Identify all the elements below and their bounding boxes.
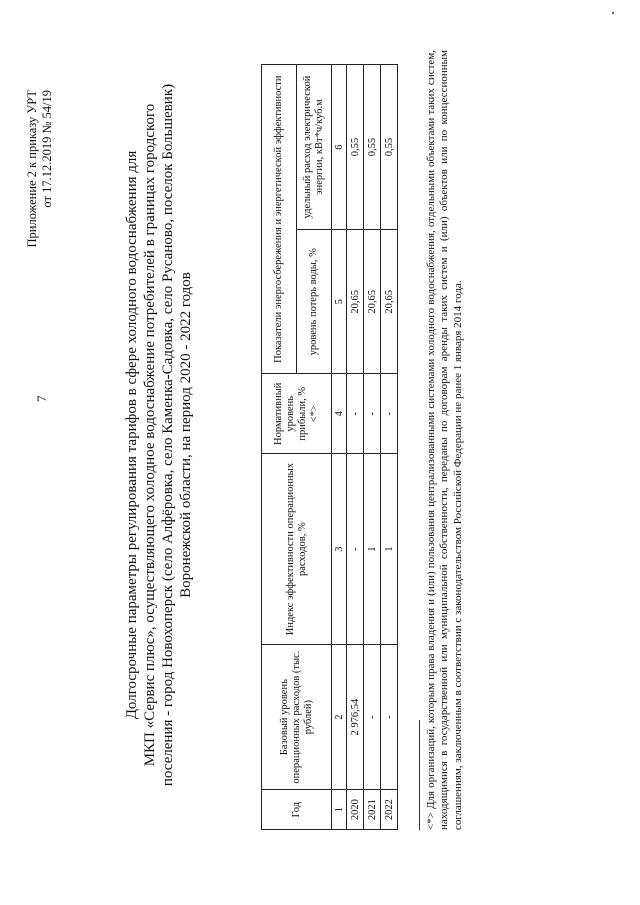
cell-normative-profit: - [347,374,364,454]
column-number: 2 [332,645,347,790]
column-number: 1 [332,790,347,830]
column-number: 6 [332,65,347,230]
header-energy-indicators: Показатели энергосбережения и энергетической эффективности [262,65,297,374]
column-number-row [332,65,347,830]
document-page [25,40,615,830]
cell-year: 2021 [364,790,381,830]
header-base-level: Базовый уровень операционных расходов (тыс. рублей) [262,645,332,790]
table-row [381,65,398,830]
header-efficiency-index: Индекс эффективности операционных расходов, % [262,454,332,645]
page-number: 7 [34,395,49,402]
footnote: <*> Для организаций, которым права владения и (или) пользования централизованными системами холодного водоснабжения, отдельными объектами таких систем, находящимися в государственной или муниципальной собственности, переданы по договорам аренды таких систем и (или) объектов или по концессионным соглашениям, заключенным в соответствии с законодательством Российской Федерации не ранее 1 января 2014 года. [425,50,464,830]
cell-water-loss: 20,65 [381,230,398,374]
header-normative-profit: Нормативный уровень прибыли, % <*> [262,374,332,454]
column-number: 5 [332,230,347,374]
cell-year: 2022 [381,790,398,830]
header-water-loss: уровень потерь воды, % [297,230,332,374]
appendix-reference [25,90,55,248]
title-line-3: поселения - город Новохоперск (село Алфёровка, село Каменка-Садовка, село Русаново, поселок Большевик) [160,83,176,787]
header-year: Год [262,790,332,830]
cell-electricity-use: 0,55 [347,65,364,230]
title-line-4: Воронежской области, на период 2020 - 2022 годов [178,272,194,598]
cell-efficiency-index: - [347,454,364,645]
table-row [364,65,381,830]
column-number: 3 [332,454,347,645]
title-line-2: МКП «Сервис плюс», осуществляющего холодное водоснабжение потребителей в границах городского [142,103,158,767]
cell-year: 2020 [347,790,364,830]
tariff-parameters-table [261,64,398,830]
header-electricity-use: удельный расход электрической энергии, кВт*ч/куб.м [297,65,332,230]
footnote-divider [419,720,420,830]
cell-base-level: - [364,645,381,790]
cell-normative-profit: - [364,374,381,454]
cell-normative-profit: - [381,374,398,454]
column-number: 4 [332,374,347,454]
cell-efficiency-index: 1 [381,454,398,645]
title-line-1: Долгосрочные параметры регулирования тарифов в сфере холодного водоснабжения для [124,150,140,720]
appendix-line-2: от 17.12.2019 № 54/19 [40,90,54,208]
cell-efficiency-index: 1 [364,454,381,645]
document-title [123,40,195,830]
appendix-line-1: Приложение 2 к приказу УРТ [25,90,39,248]
table-row [347,65,364,830]
cell-base-level: 2 976,54 [347,645,364,790]
cell-water-loss: 20,65 [364,230,381,374]
cell-electricity-use: 0,55 [364,65,381,230]
cell-base-level: - [381,645,398,790]
cell-water-loss: 20,65 [347,230,364,374]
speck-mark [612,12,614,14]
cell-electricity-use: 0,55 [381,65,398,230]
